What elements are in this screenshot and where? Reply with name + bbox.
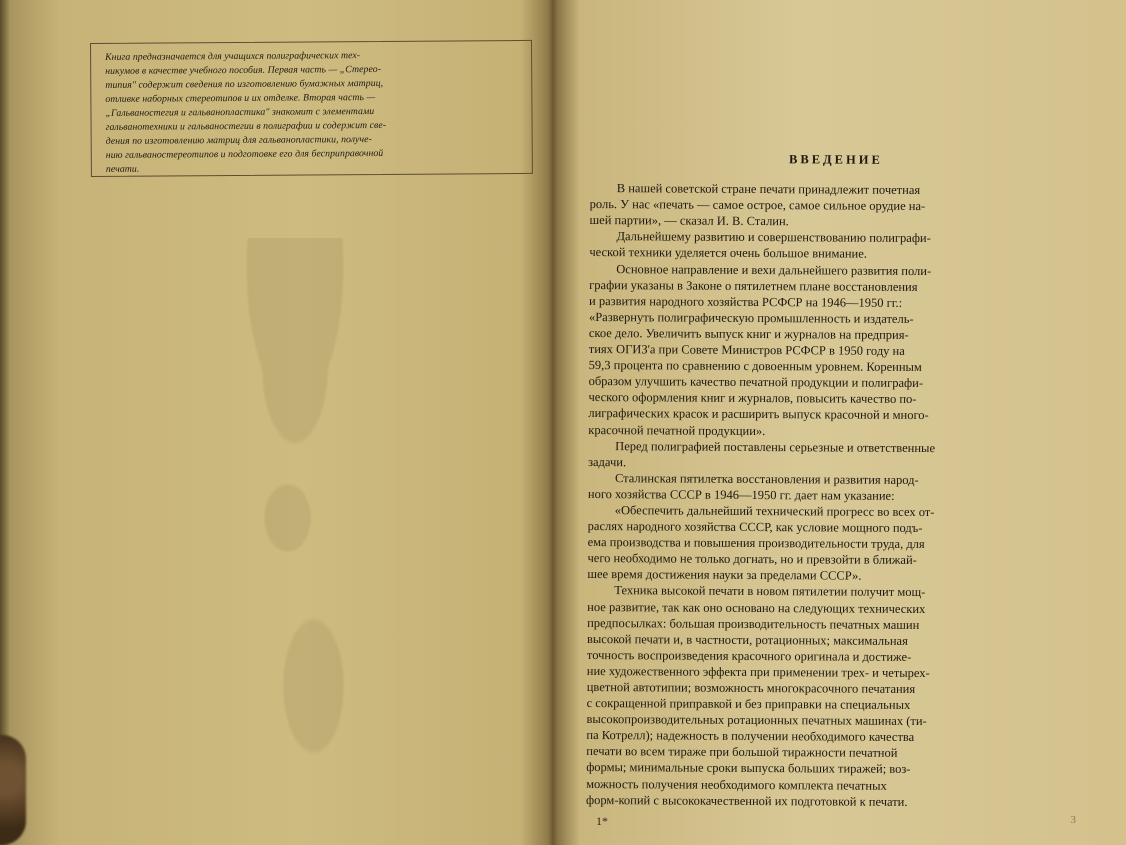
text-line: тиях ОГИЗ'а при Совете Министров РСФСР в 1950 году на [588, 342, 905, 358]
text-line: Сталинская пятилетка восстановления и развития народ- [614, 470, 919, 487]
text-line: ема производства и повышения производительности труда, для [587, 535, 925, 552]
imprint-line: отливке наборных стереотипов и их отделке. Вторая часть — [105, 92, 376, 105]
text-line: красочной печатной продукции». [588, 422, 766, 438]
text-line: ческой техники уделяется очень большое внимание. [589, 245, 867, 262]
imprint-line: нию гальваностереотипов и подготовке его для бесприправочной [105, 147, 384, 161]
text-line: па Котрелл); надежность в получении необходимого качества [586, 728, 915, 745]
left-page [0, 0, 552, 845]
right-page [556, 0, 1126, 845]
text-line: Основное направление и вехи дальнейшего развития поли- [616, 261, 932, 278]
text-line: В нашей советской стране печати принадлежит почетная [616, 181, 921, 198]
text-line: «Развернуть полиграфическую промышленность и издатель- [588, 309, 914, 326]
text-line: шей партии», — сказал И. В. Сталин. [589, 213, 789, 229]
imprint-box [90, 40, 533, 177]
text-line: 59,3 процента по сравнению с довоенным уровнем. Коренным [588, 358, 922, 375]
text-line: предпосылках: большая производительность печатных машин [587, 615, 920, 632]
text-line: ние художественного эффекта при применении трех- и четырех- [586, 663, 930, 680]
text-line: лиграфических красок и расширить выпуск красочной и много- [588, 406, 929, 423]
text-line: Перед полиграфией поставлены серьезные и ответственные [615, 438, 936, 455]
text-line: графии указаны в Законе о пятилетнем плане восстановления [589, 277, 918, 294]
introduction-text [586, 150, 1082, 811]
text-line: точность воспроизведения красочного оригинала и достиже- [586, 647, 912, 664]
paragraph-1 [590, 180, 1082, 231]
text-line: раслях народного хозяйства СССР, как условие мощного подъ- [587, 519, 923, 536]
imprint-line: „Гальваностегия и гальванопластика" знакомит с элементами [105, 106, 375, 119]
text-line: ного хозяйства СССР в 1946—1950 гг. дает нам указание: [587, 486, 895, 503]
text-line: форм-копий с высококачественной их подготовкой к печати. [585, 792, 908, 809]
imprint-line: печати. [105, 163, 140, 175]
paragraph-6 [586, 582, 1079, 810]
text-line: ческого оформления книг и журналов, повысить качество по- [588, 390, 917, 407]
imprint-line: дения по изготовлению матриц для гальванопластики, получе- [105, 134, 372, 147]
imprint-line: никумов в качестве учебного пособия. Первая часть — „Стерео- [105, 63, 382, 77]
paragraph-3 [588, 261, 1081, 441]
paragraph-4 [588, 438, 1080, 473]
text-line: формы; минимальные сроки выпуска больших тиражей; воз- [586, 760, 911, 777]
page-number: 3 [1070, 814, 1076, 826]
page-title: ВВЕДЕНИЕ [789, 152, 883, 167]
text-line: Дальнейшему развитию и совершенствованию полиграфи- [616, 229, 931, 246]
text-line: шее время достижения науки за пределами СССР». [587, 567, 862, 584]
imprint-line: типия" содержит сведения по изготовлению бумажных матриц, [105, 77, 384, 91]
paragraph-2 [589, 228, 1081, 263]
paragraph-5 [587, 470, 1080, 586]
text-line: печати во всем тираже при большой тиражности печатной [586, 744, 898, 761]
text-line: Техника высокой печати в новом пятилетии получит мощ- [614, 583, 926, 600]
imprint-line: Книга предназначается для учащихся полиграфических тех- [105, 50, 361, 63]
text-line: ное развитие, так как оно основано на следующих технических [587, 599, 926, 616]
imprint-line: гальванотехники и гальваностегии в полиграфии и содержит све- [105, 119, 387, 133]
text-line: высокой печати и, в частности, ротационных; максимальная [586, 631, 908, 648]
show-through-shadow [110, 238, 480, 798]
text-line: высокопроизводительных ротационных печатных машинах (ти- [586, 712, 927, 729]
text-line: образом улучшить качество печатной продукции и полиграфи- [588, 374, 924, 391]
text-line: «Обеспечить дальнейший технический прогресс во всех от- [614, 503, 935, 520]
text-line: и развития народного хозяйства РСФСР на 1946—1950 гг.: [589, 293, 903, 310]
thumb-shadow [0, 735, 26, 845]
text-line: роль. У нас «печать — самое острое, самое сильное орудие на- [589, 197, 926, 214]
text-line: чего необходимо не только догнать, но и превзойти в ближай- [587, 551, 917, 568]
text-line: задачи. [588, 454, 627, 469]
text-line: можность получения необходимого комплекта печатных [586, 776, 887, 793]
signature-mark: 1* [596, 814, 608, 828]
text-line: с сокращенной приправкой и без приправки на специальных [586, 696, 911, 713]
text-line: ское дело. Увеличить выпуск книг и журналов на предприя- [588, 325, 909, 342]
text-line: цветной автотипии; возможность многокрасочного печатания [586, 679, 916, 696]
